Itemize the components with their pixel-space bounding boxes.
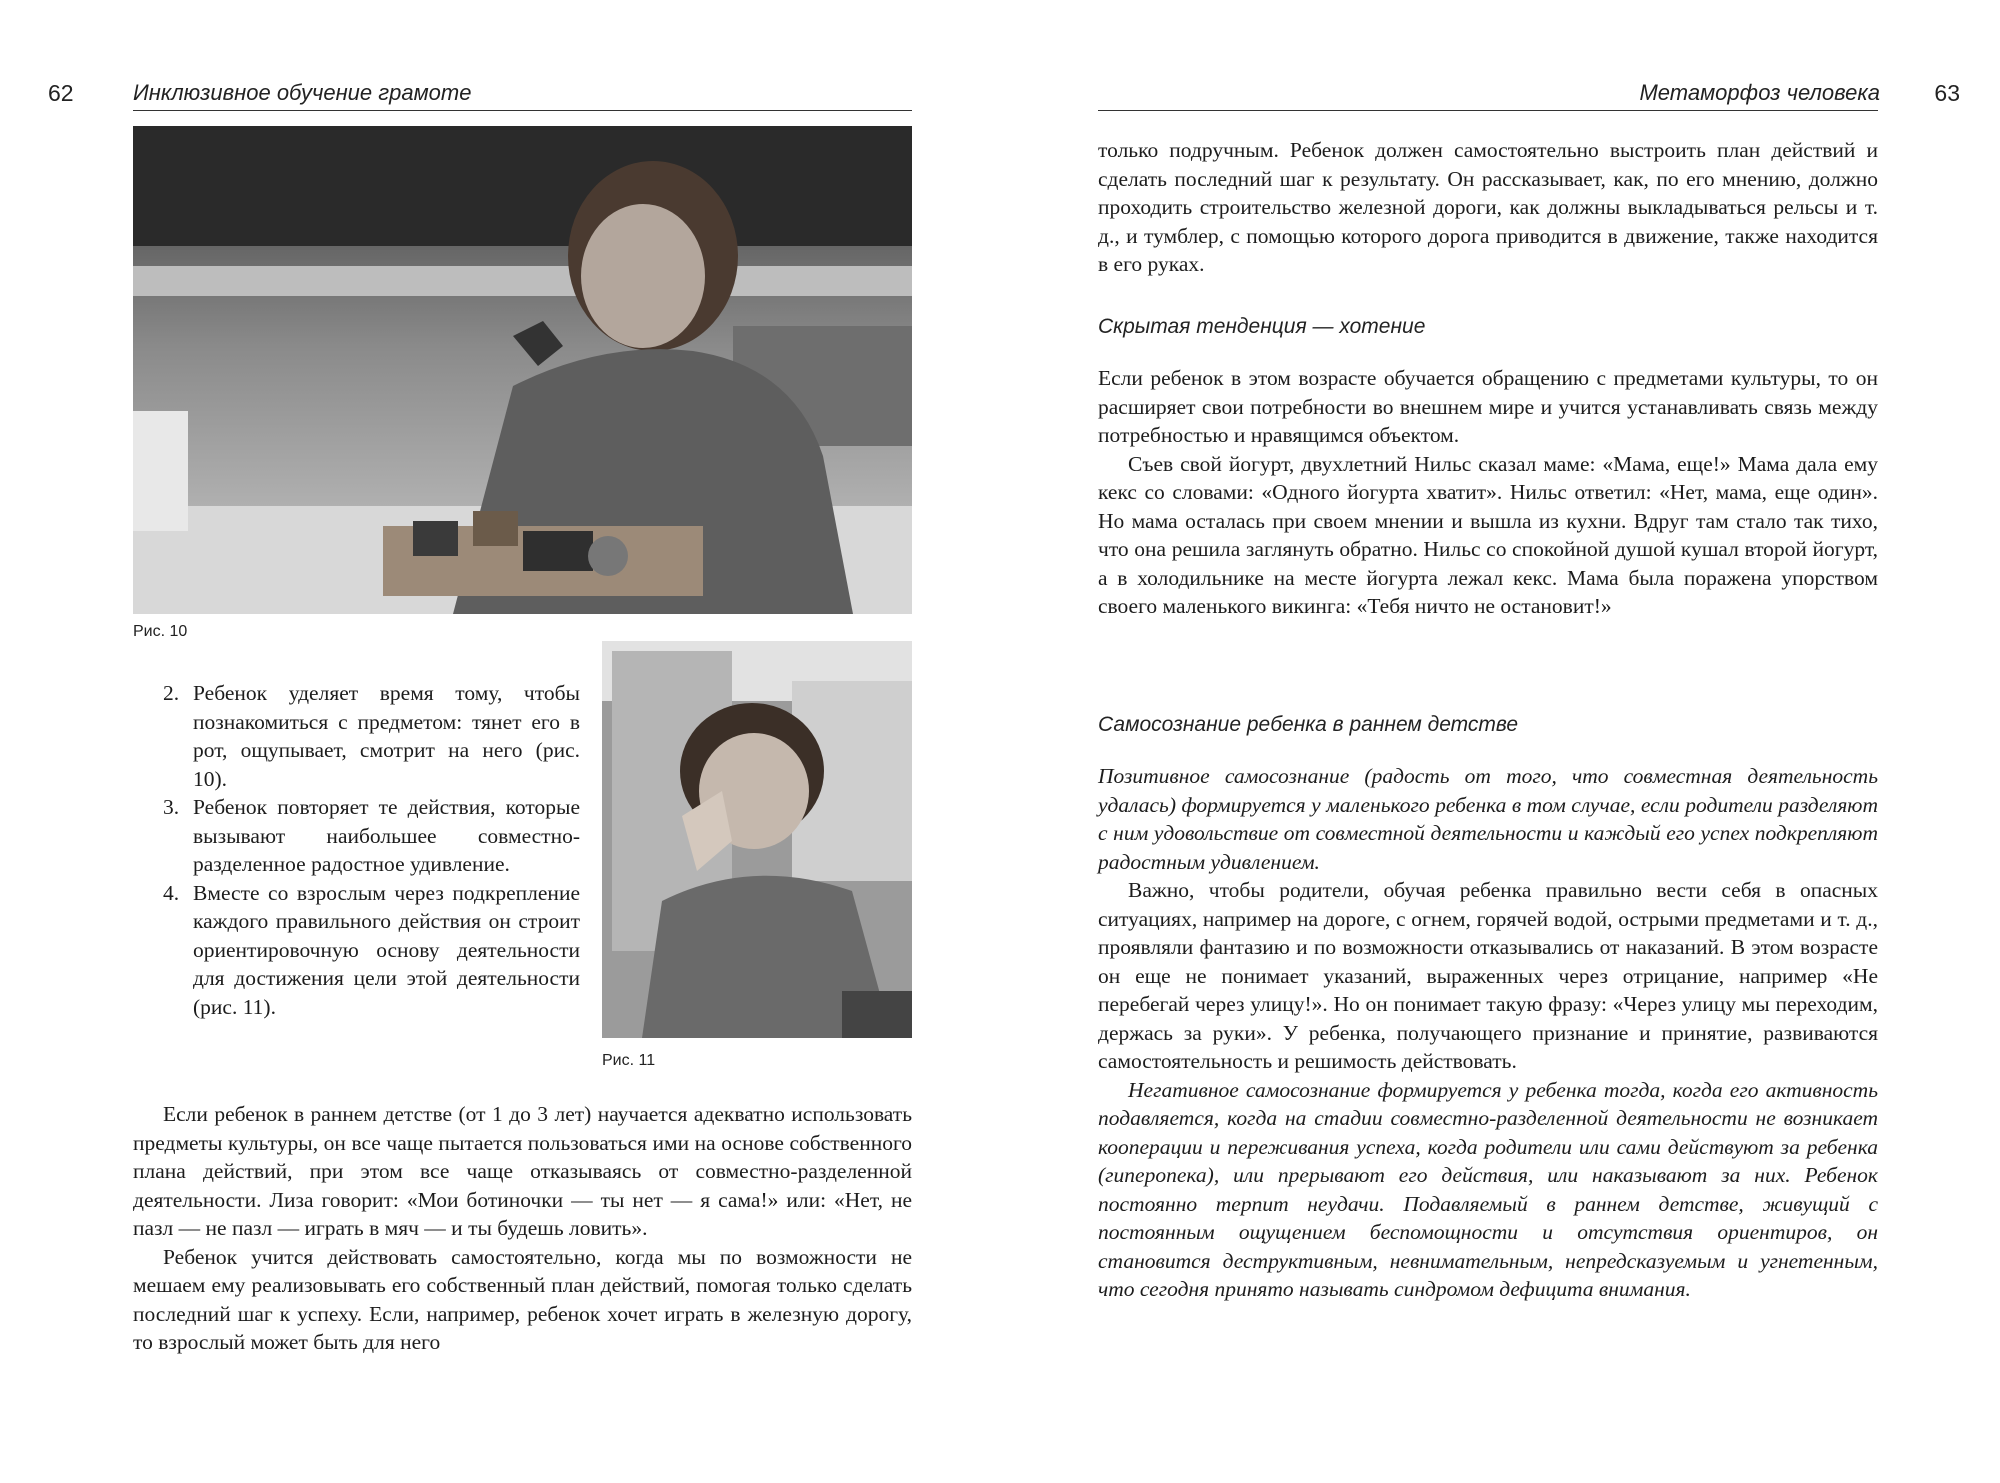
page-number: 62 <box>48 80 74 106</box>
list-item <box>163 793 580 879</box>
list-item-number: 3. <box>163 795 180 819</box>
paragraph: Ребенок учится действовать самостоятельно, когда мы по возможности не мешаем ему реализовывать его собственный план действий, помогая только сделать последний шаг к успеху. Если, например, ребенок хочет играть в железную дорогу, то взрослый может быть для него <box>133 1244 912 1354</box>
left-body <box>133 1100 912 1357</box>
figure-10-photo <box>133 126 912 614</box>
paragraph: Съев свой йогурт, двухлетний Нильс сказал маме: «Мама, еще!» Мама дала ему кекс со словами: «Одного йогурта хватит». Нильс ответил: «Нет, мама, еще один». Но мама осталась при своем мнении и вышла из кухни. Вдруг там стало так тихо, что она решила заглянуть обратно. Нильс со спокойной душой кушал второй йогурт, а в холодильнике на месте йогурта лежал кекс. Мама была поражена упорством своего маленького викинга: «Тебя ничто не остановит!» <box>1098 451 1878 618</box>
section-2-body <box>1098 762 1878 1304</box>
figure-11-caption: Рис. 11 <box>602 1052 656 1069</box>
section-heading: Самосознание ребенка в раннем детстве <box>1098 713 1519 736</box>
right-page <box>1000 0 2000 1483</box>
list-item <box>163 879 580 1022</box>
italic-paragraph: Негативное самосознание формируется у ребенка тогда, когда его активность подавляется, когда на стадии совместно-разделенной деятельности не возникает кооперации и переживания успеха, когда родители или сами действуют за ребенка (гиперопека), или прерывают его действия, или наказывают за них. Ребенок постоянно терпит неудачи. Подавляемый в раннем детстве, живущий с постоянным ощущением беспомощности и отсутствия ориентиров, он становится деструктивным, невнимательным, непредсказуемым и угнетенным, что сегодня принято называть синдромом дефицита внимания. <box>1098 1077 1878 1301</box>
italic-paragraph: Позитивное самосознание (радость от того, что совместная деятельность удалась) формируется у маленького ребенка в том случае, если родители разделяют с ним удовольствие от совместной деятельности и каждый его успех подкрепляют радостным удивлением. <box>1098 764 1878 874</box>
paragraph: Если ребенок в раннем детстве (от 1 до 3 лет) научается адекватно использовать предметы культуры, он все чаще пытается пользоваться ими на основе собственного плана действий, при этом все чаще отказываясь от совместно-разделенной деятельности. Лиза говорит: «Мои ботиночки — ты нет — я сама!» или: «Нет, не пазл — не пазл — играть в мяч — и ты будешь ловить». <box>133 1102 912 1240</box>
running-head: Инклюзивное обучение грамоте <box>133 80 472 105</box>
list-item <box>163 679 580 793</box>
paragraph: Если ребенок в этом возрасте обучается обращению с предметами культуры, то он расширяет свои потребности во внешнем мире и учится устанавливать связь между потребностью и нравящимся объектом. <box>1098 366 1878 447</box>
section-1-body <box>1098 364 1878 621</box>
list-item-number: 4. <box>163 880 180 905</box>
figure-10-caption: Рис. 10 <box>133 623 188 640</box>
paragraph: Важно, чтобы родители, обучая ребенка правильно вести себя в опасных ситуациях, например на дороге, с огнем, горячей водой, острыми предметами и т. д., проявляли фантазию и по возможности отказывались от наказаний. В этом возрасте он еще не понимает указаний, выраженных через отрицание, например «Не перебегай через улицу!». Но он понимает такую фразу: «Через улицу мы переходим, держась за руки». У ребенка, получающего признание и принятие, развиваются самостоятельность и решимость действовать. <box>1098 878 1878 1073</box>
header-rule <box>133 110 912 111</box>
opening-paragraph: только подручным. Ребенок должен самостоятельно выстроить план действий и сделать последний шаг к результату. Он рассказывает, как, по его мнению, должно проходить строительство железной дороги, как должны выкладываться рельсы и т. д., и тумблер, с помощью которого дорога приводится в движение, также находится в его руках. <box>1098 138 1878 276</box>
figure-11-photo <box>602 641 912 1038</box>
page-number: 63 <box>1934 80 1960 106</box>
numbered-list <box>163 679 580 1021</box>
list-item-text: Вместе со взрослым через подкрепление каждого правильного действия он строит ориентировочную основу деятельности для достижения цели этой деятельности (рис. 11). <box>193 880 580 1019</box>
list-item-text: Ребенок уделяет время тому, чтобы познакомиться с предметом: тянет его в рот, ощупывает, смотрит на него (рис. 10). <box>193 681 580 791</box>
list-item-number: 2. <box>163 681 180 705</box>
header-rule <box>1098 110 1878 111</box>
section-heading: Скрытая тенденция — хотение <box>1098 315 1426 338</box>
running-head: Метаморфоз человека <box>1639 80 1880 105</box>
list-item-text: Ребенок повторяет те действия, которые вызывают наибольшее совместно-разделенное радостное удивление. <box>193 795 580 876</box>
